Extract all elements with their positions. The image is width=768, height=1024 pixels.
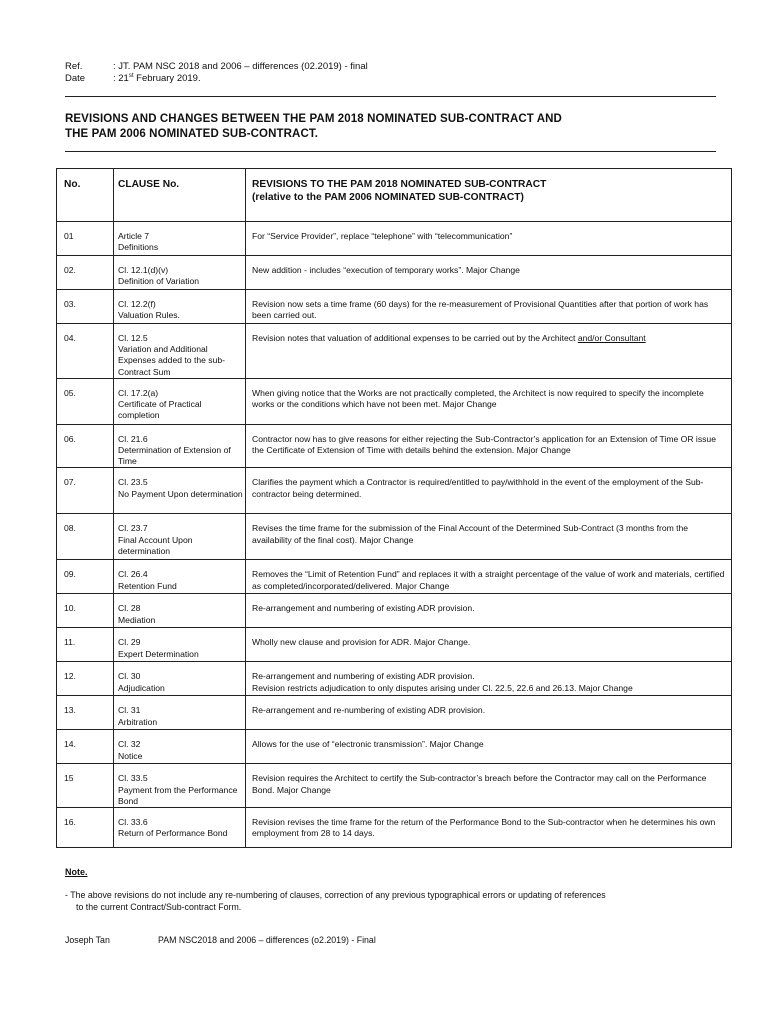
row-clause [114, 662, 246, 696]
revision-text: Wholly new clause and provision for ADR. Major Change. [252, 637, 471, 648]
row-revision [246, 662, 732, 696]
table-row [57, 662, 732, 696]
row-clause [114, 468, 246, 514]
revision-text: New addition - includes “execution of temporary works”. Major Change [252, 265, 520, 275]
revision-text: Contractor now has to give reasons for either rejecting the Sub-Contractor’s application for an Extension of Time OR issue the Certificate of Extension of Time with details behind the extension. Major Change [252, 433, 716, 456]
table-row [57, 594, 732, 628]
footer-doc-ref: PAM NSC2018 and 2006 – differences (o2.2019) - Final [158, 935, 376, 945]
clause-title: Final Account Upon determination [118, 534, 193, 556]
row-revision [246, 514, 732, 560]
row-clause [114, 764, 246, 808]
document-meta [65, 61, 368, 84]
header-no: No. [57, 169, 114, 222]
clause-title: Notice [118, 750, 143, 761]
date-row [65, 73, 368, 85]
row-revision [246, 730, 732, 764]
revision-text: When giving notice that the Works are not practically completed, the Architect is now required to specify the incomplete works or the conditions which have not been met. Major Change [252, 387, 704, 410]
revisions-table [56, 168, 732, 848]
row-number: 09. [57, 560, 114, 594]
row-revision [246, 808, 732, 848]
row-number: 12. [57, 662, 114, 696]
clause-title: Payment from the Performance Bond [118, 784, 238, 806]
clause-title: Arbitration [118, 716, 158, 727]
date-label: Date [65, 72, 86, 84]
title-divider [65, 151, 716, 152]
clause-title: Mediation [118, 614, 156, 625]
note-line-2: to the current Contract/Sub-contract Form. [76, 901, 242, 912]
clause-title: Definitions [118, 242, 159, 253]
table-row [57, 730, 732, 764]
row-clause [114, 290, 246, 324]
date-value: : 21st February 2019. [113, 72, 201, 84]
clause-title: No Payment Upon determination [118, 488, 243, 499]
clause-number: Cl. 21.6 [118, 433, 148, 444]
row-clause [114, 696, 246, 730]
row-clause [114, 324, 246, 379]
clause-number: Cl. 12.1(d)(v) [118, 265, 169, 275]
row-clause [114, 378, 246, 424]
note-line-1: - The above revisions do not include any re-numbering of clauses, correction of any previous typographical errors or updating of references [65, 890, 606, 900]
clause-number: Cl. 12.2(f) [118, 299, 156, 309]
row-clause [114, 222, 246, 256]
revision-text: Revises the time frame for the submission of the Final Account of the Determined Sub-Contract (3 months from the availability of the final cost). Major Change [252, 523, 689, 545]
footer-author: Joseph Tan [65, 935, 110, 945]
clause-number: Cl. 33.5 [118, 773, 148, 784]
clause-number: Article 7 [118, 231, 150, 241]
table-body [57, 222, 732, 848]
row-number: 10. [57, 594, 114, 628]
clause-title: Determination of Extension of Time [118, 445, 231, 467]
clause-number: Cl. 23.5 [118, 477, 148, 488]
clause-title: Adjudication [118, 682, 165, 693]
clause-title: Certificate of Practical completion [118, 399, 202, 421]
clause-number: Cl. 29 [118, 637, 141, 648]
row-number: 02. [57, 256, 114, 290]
clause-number: Cl. 33.6 [118, 817, 148, 828]
row-revision [246, 256, 732, 290]
row-clause [114, 730, 246, 764]
page-footer [65, 935, 376, 945]
ref-value: : JT. PAM NSC 2018 and 2006 – differences (02.2019) - final [113, 61, 368, 72]
table-row [57, 424, 732, 468]
table-row [57, 764, 732, 808]
clause-title: Retention Fund [118, 580, 177, 591]
row-number: 13. [57, 696, 114, 730]
clause-number: Cl. 30 [118, 671, 141, 682]
revision-text: Revision notes that valuation of additional expenses to be carried out by the Architect [252, 333, 578, 343]
clause-number: Cl. 31 [118, 705, 141, 716]
revision-text-underlined: and/or Consultant [577, 333, 646, 343]
clause-title: Definition of Variation [118, 276, 200, 287]
row-revision [246, 560, 732, 594]
table-row [57, 324, 732, 379]
row-revision [246, 468, 732, 514]
row-number: 06. [57, 424, 114, 468]
title-line-1: REVISIONS AND CHANGES BETWEEN THE PAM 2018 NOMINATED SUB-CONTRACT AND [65, 113, 562, 125]
note-label: Note. [65, 867, 88, 877]
clause-number: Cl. 32 [118, 739, 141, 750]
table-row [57, 222, 732, 256]
header-revisions: REVISIONS TO THE PAM 2018 NOMINATED SUB-CONTRACT (relative to the PAM 2006 NOMINATED SUB-CONTRACT) [246, 169, 732, 222]
table-row [57, 514, 732, 560]
row-revision [246, 378, 732, 424]
header-clause: CLAUSE No. [114, 169, 246, 222]
revision-text: Re-arrangement and numbering of existing ADR provision. Revision restricts adjudication to only disputes arising under Cl. 22.5, 22.6 and 26.13. Major Change [252, 671, 633, 693]
note-text [65, 890, 720, 913]
revision-text: Removes the “Limit of Retention Fund” and replaces it with a straight percentage of the value of work and materials, certified as completed/incorporated/delivered. Major Change [252, 569, 725, 591]
row-clause [114, 424, 246, 468]
row-number: 01 [57, 222, 114, 256]
revision-text: Re-arrangement and numbering of existing ADR provision. [252, 603, 475, 614]
revision-text: Re-arrangement and re-numbering of existing ADR provision. [252, 705, 486, 716]
clause-number: Cl. 28 [118, 603, 141, 614]
table-row [57, 290, 732, 324]
row-clause [114, 628, 246, 662]
revision-text: Allows for the use of “electronic transmission”. Major Change [252, 739, 484, 750]
row-revision [246, 324, 732, 379]
row-clause [114, 560, 246, 594]
row-clause [114, 594, 246, 628]
row-number: 08. [57, 514, 114, 560]
header-divider [65, 96, 716, 97]
clause-title: Return of Performance Bond [118, 828, 228, 839]
clause-title: Variation and Additional Expenses added to the sub-Contract Sum [118, 344, 226, 377]
row-number: 14. [57, 730, 114, 764]
table-row [57, 378, 732, 424]
revision-text: For “Service Provider”, replace “telephone” with “telecommunication” [252, 231, 513, 241]
date-ordinal: st [128, 72, 134, 79]
row-number: 15 [57, 764, 114, 808]
row-number: 05. [57, 378, 114, 424]
row-clause [114, 808, 246, 848]
table-row [57, 560, 732, 594]
row-number: 11. [57, 628, 114, 662]
row-number: 16. [57, 808, 114, 848]
row-revision [246, 594, 732, 628]
table-row [57, 808, 732, 848]
table-header-row [57, 169, 732, 222]
table-row [57, 696, 732, 730]
row-revision [246, 290, 732, 324]
row-revision [246, 222, 732, 256]
table-row [57, 628, 732, 662]
row-revision [246, 696, 732, 730]
clause-number: Cl. 12.5 [118, 333, 148, 343]
document-title [65, 112, 716, 141]
row-revision [246, 628, 732, 662]
row-clause [114, 256, 246, 290]
title-line-2: THE PAM 2006 NOMINATED SUB-CONTRACT. [65, 127, 318, 140]
ref-row [65, 61, 368, 73]
row-number: 03. [57, 290, 114, 324]
revision-text: Revision revises the time frame for the return of the Performance Bond to the Sub-contractor when he determines his own employment from 28 to 14 days. [252, 817, 716, 839]
revision-text: Revision now sets a time frame (60 days) for the re-measurement of Provisional Quantities after that portion of work has been carried out. [252, 299, 709, 321]
row-clause [114, 514, 246, 560]
table-row [57, 468, 732, 514]
row-number: 04. [57, 324, 114, 379]
clause-title: Valuation Rules. [118, 310, 180, 321]
clause-title: Expert Determination [118, 648, 199, 659]
clause-number: Cl. 23.7 [118, 523, 148, 534]
clause-number: Cl. 17.2(a) [118, 387, 159, 398]
table-row [57, 256, 732, 290]
revision-text: Revision requires the Architect to certify the Sub-contractor’s breach before the Contractor may call on the Performance Bond. Major Change [252, 773, 707, 795]
row-revision [246, 764, 732, 808]
clause-number: Cl. 26.4 [118, 569, 148, 580]
row-number: 07. [57, 468, 114, 514]
revision-text: Clarifies the payment which a Contractor is required/entitled to pay/withhold in the event of the employment of the Sub-contractor being determined. [252, 477, 704, 499]
row-revision [246, 424, 732, 468]
ref-label: Ref. [65, 61, 83, 72]
